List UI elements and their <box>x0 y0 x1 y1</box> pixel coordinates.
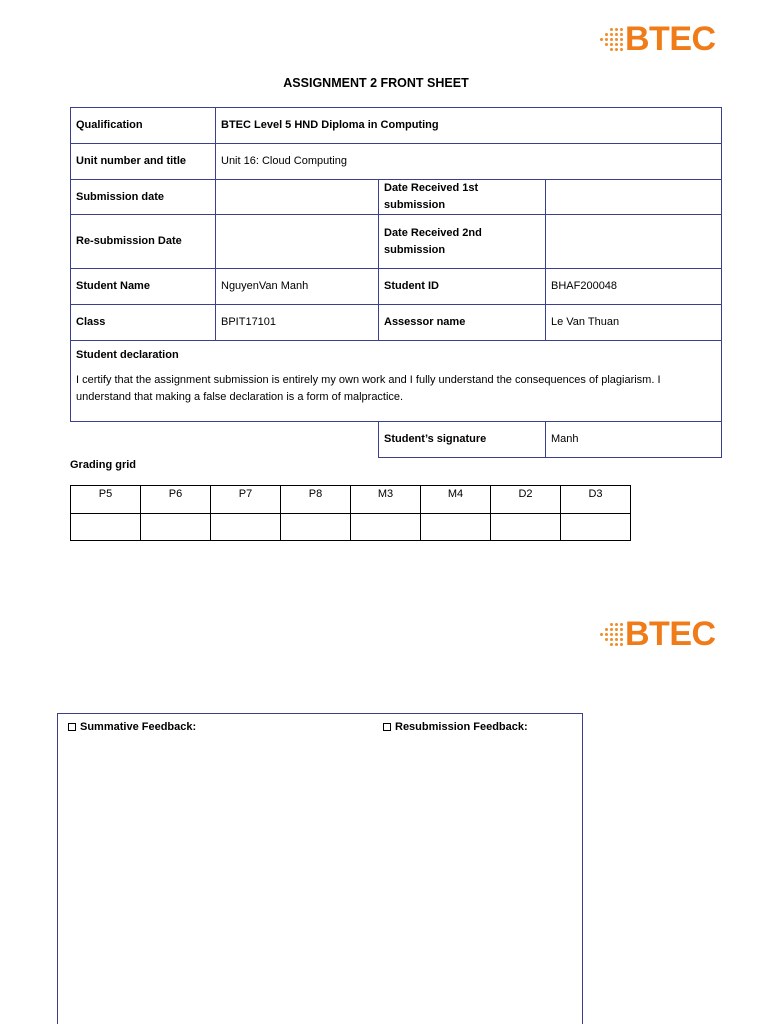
grid-criterion: D3 <box>561 486 631 514</box>
logo-dots-icon <box>600 623 623 646</box>
grid-result <box>491 514 561 541</box>
front-sheet-table <box>70 107 722 458</box>
date-received-1st-value <box>546 180 722 215</box>
declaration-title: Student declaration <box>76 349 179 361</box>
date-received-1st-label: Date Received 1st submission <box>379 180 546 215</box>
declaration-text: I certify that the assignment submission is entirely my own work and I fully understand the consequences of plagiarism. I understand that making a false declaration is a form of malpractice. <box>76 374 661 403</box>
resubmission-date-value <box>216 215 379 269</box>
grid-criterion: P7 <box>211 486 281 514</box>
assessor-value: Le Van Thuan <box>546 305 722 341</box>
btec-logo <box>600 22 716 56</box>
grid-result <box>421 514 491 541</box>
resubmission-date-label: Re-submission Date <box>71 215 216 269</box>
submission-date-label: Submission date <box>71 180 216 215</box>
checkbox-icon[interactable] <box>383 723 391 731</box>
student-id-value: BHAF200048 <box>546 269 722 305</box>
summative-feedback <box>68 721 196 733</box>
assessor-label: Assessor name <box>379 305 546 341</box>
grid-result <box>141 514 211 541</box>
logo-text: BTEC <box>625 20 716 58</box>
qualification-value: BTEC Level 5 HND Diploma in Computing <box>216 108 722 144</box>
grading-grid-title: Grading grid <box>70 459 136 471</box>
grid-criterion: P8 <box>281 486 351 514</box>
grid-result <box>561 514 631 541</box>
resubmission-feedback-label: Resubmission Feedback: <box>395 721 528 733</box>
grid-criterion: P6 <box>141 486 211 514</box>
grid-result <box>351 514 421 541</box>
grid-result <box>211 514 281 541</box>
qualification-label: Qualification <box>71 108 216 144</box>
grid-criterion: D2 <box>491 486 561 514</box>
class-value: BPIT17101 <box>216 305 379 341</box>
grid-criterion: M4 <box>421 486 491 514</box>
page-title: ASSIGNMENT 2 FRONT SHEET <box>283 76 469 90</box>
checkbox-icon[interactable] <box>68 723 76 731</box>
submission-date-value <box>216 180 379 215</box>
grid-result <box>281 514 351 541</box>
student-id-label: Student ID <box>379 269 546 305</box>
signature-label: Student’s signature <box>379 422 546 458</box>
btec-logo <box>600 617 716 651</box>
student-name-value: NguyenVan Manh <box>216 269 379 305</box>
signature-value: Manh <box>546 422 722 458</box>
logo-text: BTEC <box>625 615 716 653</box>
date-received-2nd-label: Date Received 2nd submission <box>379 215 546 269</box>
grid-result <box>71 514 141 541</box>
resubmission-feedback <box>383 721 528 733</box>
unit-value: Unit 16: Cloud Computing <box>216 144 722 180</box>
grid-criterion: P5 <box>71 486 141 514</box>
student-declaration <box>71 341 722 422</box>
logo-dots-icon <box>600 28 623 51</box>
student-name-label: Student Name <box>71 269 216 305</box>
class-label: Class <box>71 305 216 341</box>
unit-label: Unit number and title <box>71 144 216 180</box>
summative-feedback-label: Summative Feedback: <box>80 721 197 733</box>
date-received-2nd-value <box>546 215 722 269</box>
signature-spacer <box>71 422 379 458</box>
grid-criterion: M3 <box>351 486 421 514</box>
feedback-box <box>57 713 583 1024</box>
grading-grid-table <box>70 485 631 541</box>
